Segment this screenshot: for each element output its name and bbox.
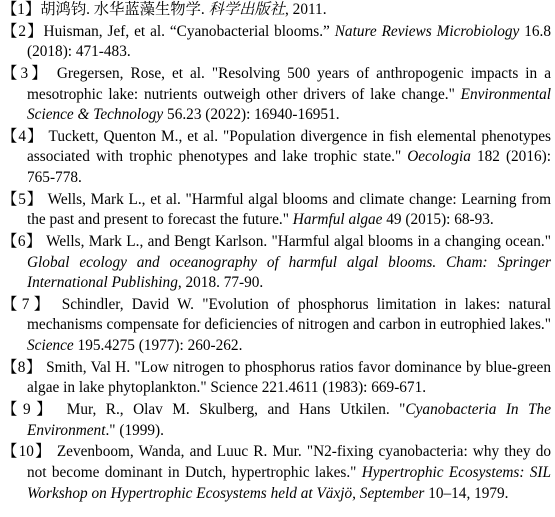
- reference-text: Gregersen, Rose, et al. "Resolving 500 years of anthropogenic impacts in a mesotrophic lake: nutrients outweigh other drivers of lake change.": [27, 64, 551, 103]
- reference-details: 10–14, 1979.: [424, 484, 509, 502]
- reference-source: Hypertrophic Ecosystems: SIL Workshop on Hypertrophic Ecosystems held at Växjö, September: [27, 463, 551, 502]
- reference-details: 49 (2015): 68-93.: [382, 211, 494, 229]
- reference-text: Smith, Val H. "Low nitrogen to phosphorus ratios favor dominance by blue-green algae in lake phytoplankton." Science 221.4611 (1983): 669-671.: [27, 358, 551, 397]
- reference-7: [2, 295, 551, 357]
- reference-6: [2, 232, 551, 294]
- reference-number: 【6】: [2, 233, 42, 250]
- reference-source: Science: [27, 337, 74, 355]
- reference-4: [2, 127, 551, 189]
- reference-8: [2, 358, 551, 399]
- reference-5: [2, 190, 551, 231]
- reference-source: 科学出版社: [208, 1, 286, 18]
- reference-10: [2, 442, 551, 504]
- reference-2: [2, 22, 551, 63]
- reference-text: Huisman, Jef, et al. “Cyanobacterial blooms.”: [43, 22, 335, 40]
- reference-source: Environmental Science & Technology: [27, 85, 551, 124]
- reference-details: , 2018. 77-90.: [177, 274, 264, 292]
- reference-number: 【7】: [2, 295, 54, 313]
- reference-details: 195.4275 (1977): 260-262.: [73, 337, 243, 355]
- reference-9: [2, 400, 551, 441]
- reference-source: Global ecology and oceanography of harmful algal blooms. Cham: Springer International Publishing: [27, 253, 551, 292]
- reference-source: Nature Reviews Microbiology: [334, 22, 520, 40]
- reference-1: [2, 0, 551, 21]
- reference-number: 【9】: [2, 401, 58, 419]
- reference-text: Zevenboom, Wanda, and Luuc R. Mur. "N2-fixing cyanobacteria: why they do not become dominant in Dutch, hypertrophic lakes.": [27, 443, 551, 481]
- reference-number: 【1】: [2, 1, 41, 18]
- reference-details: , 2011.: [285, 1, 327, 18]
- reference-number: 【4】: [2, 127, 44, 145]
- reference-number: 【8】: [2, 358, 42, 376]
- reference-details: ." (1999).: [105, 421, 164, 439]
- reference-number: 【2】: [2, 22, 44, 40]
- reference-text: Wells, Mark L., and Bengt Karlson. "Harmful algal blooms in a changing ocean.": [41, 233, 551, 250]
- reference-text: Wells, Mark L., et al. "Harmful algal blooms and climate change: Learning from the past and present to forecast the future.": [27, 190, 551, 229]
- reference-number: 【3】: [2, 64, 50, 82]
- reference-details: 56.23 (2022): 16940-16951.: [163, 106, 340, 124]
- reference-text: Mur, R., Olav M. Skulberg, and Hans Utkilen. ": [57, 401, 406, 419]
- reference-source: Harmful algae: [292, 211, 383, 229]
- reference-details: 16.8 (2018): 471-483.: [27, 22, 552, 61]
- reference-text: Tuckett, Quenton M., et al. "Population divergence in fish elemental phenotypes associated with trophic phenotypes and lake trophic state.": [27, 127, 551, 166]
- reference-number: 【5】: [2, 190, 43, 208]
- reference-source: Oecologia: [407, 148, 471, 166]
- reference-source: Cyanobacteria In The Environment: [27, 401, 551, 439]
- reference-details: 182 (2016): 765-778.: [27, 148, 551, 187]
- reference-text: 胡鸿钧. 水华蓝藻生物学.: [40, 1, 209, 18]
- reference-number: 【10】: [2, 443, 52, 461]
- reference-3: [2, 64, 551, 126]
- reference-text: Schindler, David W. "Evolution of phosphorus limitation in lakes: natural mechanisms compensate for deficiencies of nitrogen and carbon in eutrophied lakes.": [27, 295, 551, 334]
